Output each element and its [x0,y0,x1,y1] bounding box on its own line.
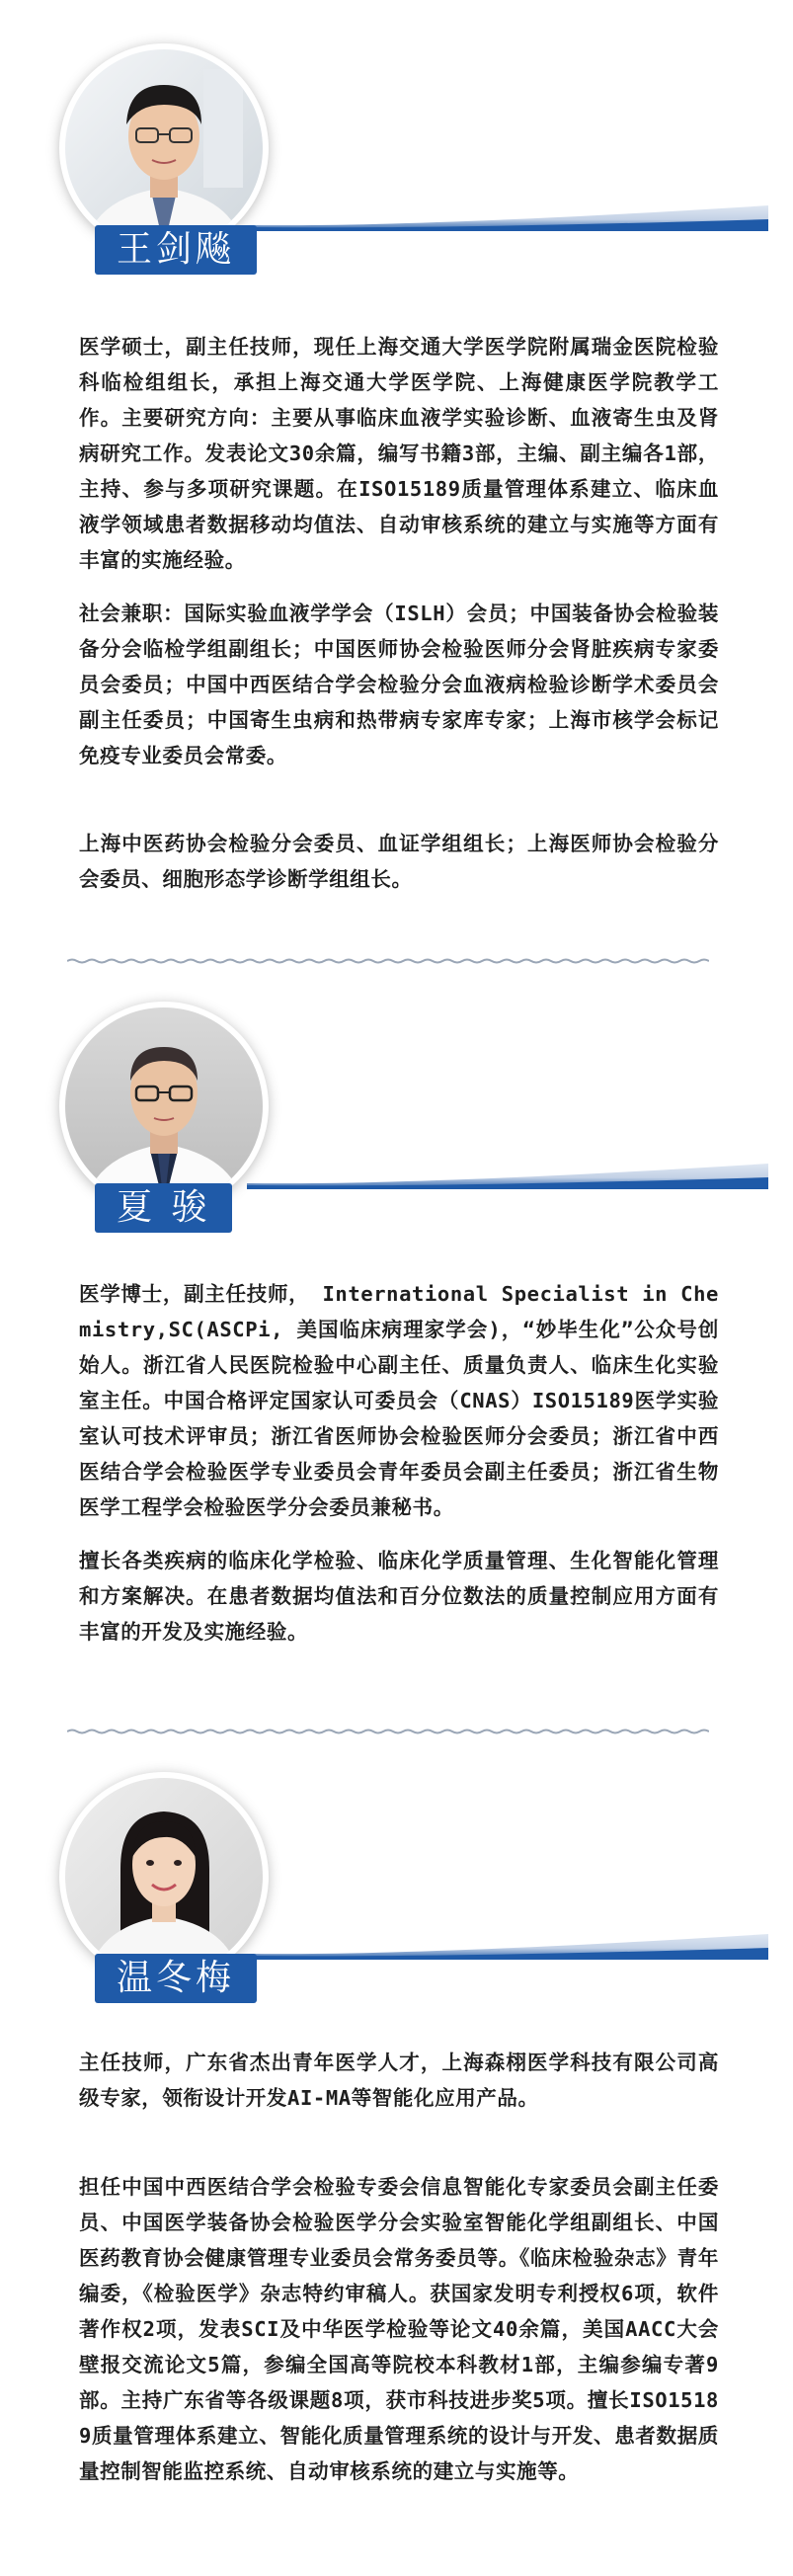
man-with-glasses-portrait-icon [65,49,263,247]
person-name: 夏 骏 [95,1183,232,1233]
bio-paragraph: 担任中国中西医结合学会检验专委会信息智能化专家委员会副主任委员、中国医学装备协会检验医学分会实验室智能化学组副组长、中国医药教育协会健康管理专业委员会常务委员等。《临床检验杂志》青年编委，《检验医学》杂志特约审稿人。获国家发明专利授权6项，软件著作权2项，发表SCI及中华医学检验等论文40余篇，美国AACC大会壁报交流论文5篇，参编全国高等院校本科教材1部，主编参编专著9部。主持广东省等各级课题8项，获市科技进步奖5项。擅长ISO15189质量管理体系建立、智能化质量管理系统的设计与开发、患者数据质量控制智能监控系统、自动审核系统的建立与实施等。 [79,2175,719,2483]
header-band [247,1164,768,1189]
bio-paragraph: 主任技师，广东省杰出青年医学人才，上海森栩医学科技有限公司高级专家，领衔设计开发AI-MA等智能化应用产品。 [79,2051,719,2110]
bio-paragraph: 社会兼职：国际实验血液学学会（ISLH）会员；中国装备协会检验装备分会临检学组副组长；中国医师协会检验医师分会肾脏疾病专家委员会委员；中国中西医结合学会检验分会血液病检验诊断学术委员会副主任委员；中国寄生虫病和热带病专家库专家；上海市核学会标记免疫专业委员会常委。 [79,602,719,767]
person-name: 王剑飚 [95,225,257,275]
bio-paragraph: 医学博士，副主任技师， International Specialist in Chemistry,SC(ASCPi, 美国临床病理家学会)，“妙毕生化”公众号创始人。浙江省人民医院检验中心副主任、质量负责人、临床生化实验室主任。中国合格评定国家认可委员会（CNAS）ISO15189医学实验室认可技术评审员；浙江省医师协会检验医师分会委员；浙江省中西医结合学会检验医学专业委员会青年委员会副主任委员；浙江省生物医学工程学会检验医学分会委员兼秘书。 [79,1282,719,1519]
bio-paragraph: 上海中医药协会检验分会委员、血证学组组长；上海医师协会检验分会委员、细胞形态学诊断学组组长。 [79,832,719,891]
bio-paragraph: 医学硕士，副主任技师，现任上海交通大学医学院附属瑞金医院检验科临检组组长，承担上海交通大学医学院、上海健康医学院教学工作。主要研究方向：主要从事临床血液学实验诊断、血液寄生虫及肾病研究工作。发表论文30余篇，编写书籍3部，主编、副主编各1部，主持、参与多项研究课题。在ISO15189质量管理体系建立、临床血液学领域患者数据移动均值法、自动审核系统的建立与实施等方面有丰富的实施经验。 [79,335,719,572]
avatar [65,1778,263,1975]
bio-paragraph: 擅长各类疾病的临床化学检验、临床化学质量管理、生化智能化管理和方案解决。在患者数据均值法和百分位数法的质量控制应用方面有丰富的开发及实施经验。 [79,1549,719,1644]
avatar [65,49,263,247]
woman-portrait-icon [65,1778,263,1975]
man-with-glasses-portrait-icon [65,1007,263,1205]
header-band [247,1934,768,1960]
header-band [247,205,768,231]
section-divider [67,958,709,964]
profile-header [0,49,793,277]
section-divider [67,1729,709,1734]
profile-header [0,1778,793,2005]
person-name: 温冬梅 [95,1954,257,2003]
avatar [65,1007,263,1205]
profile-header [0,1007,793,1235]
